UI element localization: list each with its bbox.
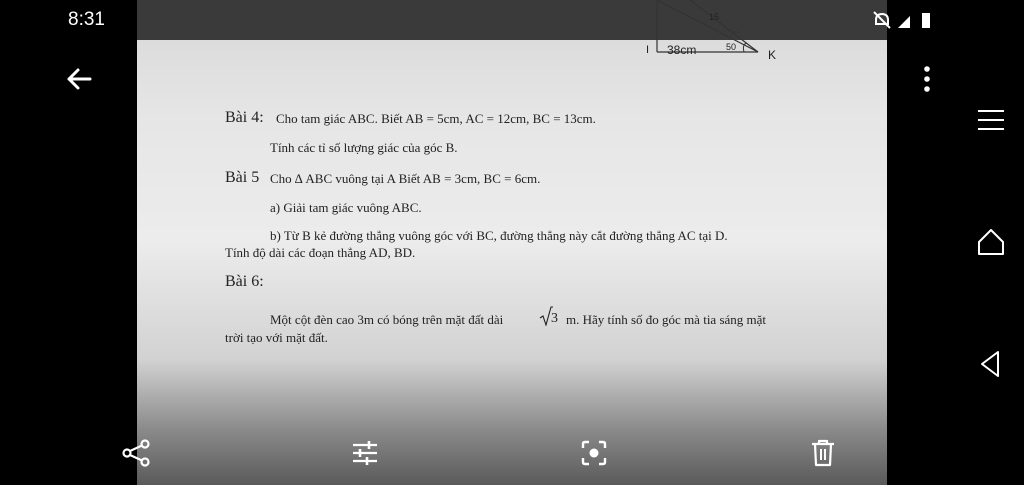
lens-icon[interactable] bbox=[577, 436, 611, 470]
share-icon[interactable] bbox=[119, 436, 153, 470]
bai5-b2: Tính độ dài các đoạn thẳng AD, BD. bbox=[225, 245, 416, 260]
bai4-title: Bài 4: bbox=[225, 109, 264, 126]
figure-label-i: I bbox=[646, 44, 650, 56]
figure-label-50: 50 bbox=[726, 42, 737, 52]
status-icons bbox=[872, 10, 942, 35]
bai6-title: Bài 6: bbox=[225, 273, 264, 290]
bai5-a: a) Giải tam giác vuông ABC. bbox=[270, 200, 422, 215]
bai6-line1b: m. Hãy tính số đo góc mà tia sáng mặt bbox=[566, 312, 767, 327]
bai4-line2: Tính các tỉ số lượng giác của góc B. bbox=[270, 140, 458, 155]
adjust-icon[interactable] bbox=[348, 436, 382, 470]
menu-icon[interactable] bbox=[968, 100, 1014, 140]
bai5-b1: b) Từ B kẻ đường thẳng vuông góc với BC, đường thẳng này cắt đường thẳng AC tại D. bbox=[270, 228, 728, 243]
back-arrow-icon[interactable] bbox=[62, 62, 96, 96]
more-options-icon[interactable] bbox=[917, 64, 937, 94]
trash-icon[interactable] bbox=[806, 436, 840, 470]
mute-icon bbox=[874, 12, 890, 28]
bai6-line1a: Một cột đèn cao 3m có bóng trên mặt đất dài bbox=[270, 312, 504, 327]
battery-icon bbox=[922, 13, 930, 28]
figure-label-k: K bbox=[768, 48, 777, 62]
back-nav-icon[interactable] bbox=[968, 344, 1014, 384]
signal-icon bbox=[898, 16, 910, 28]
bai6-sqrt-value: 3 bbox=[551, 311, 558, 326]
bai4-text: Cho tam giác ABC. Biết AB = 5cm, AC = 12cm, BC = 13cm. bbox=[276, 111, 596, 126]
status-time: 8:31 bbox=[68, 9, 105, 30]
figure-label-38cm: 38cm bbox=[667, 43, 697, 57]
home-icon[interactable] bbox=[968, 222, 1014, 262]
bai5-title: Bài 5 bbox=[225, 169, 260, 186]
bai6-line2: trời tạo với mặt đất. bbox=[225, 330, 328, 345]
bai5-text: Cho ∆ ABC vuông tại A Biết AB = 3cm, BC = 6cm. bbox=[270, 171, 541, 186]
figure-label-15: 15 bbox=[709, 12, 720, 22]
